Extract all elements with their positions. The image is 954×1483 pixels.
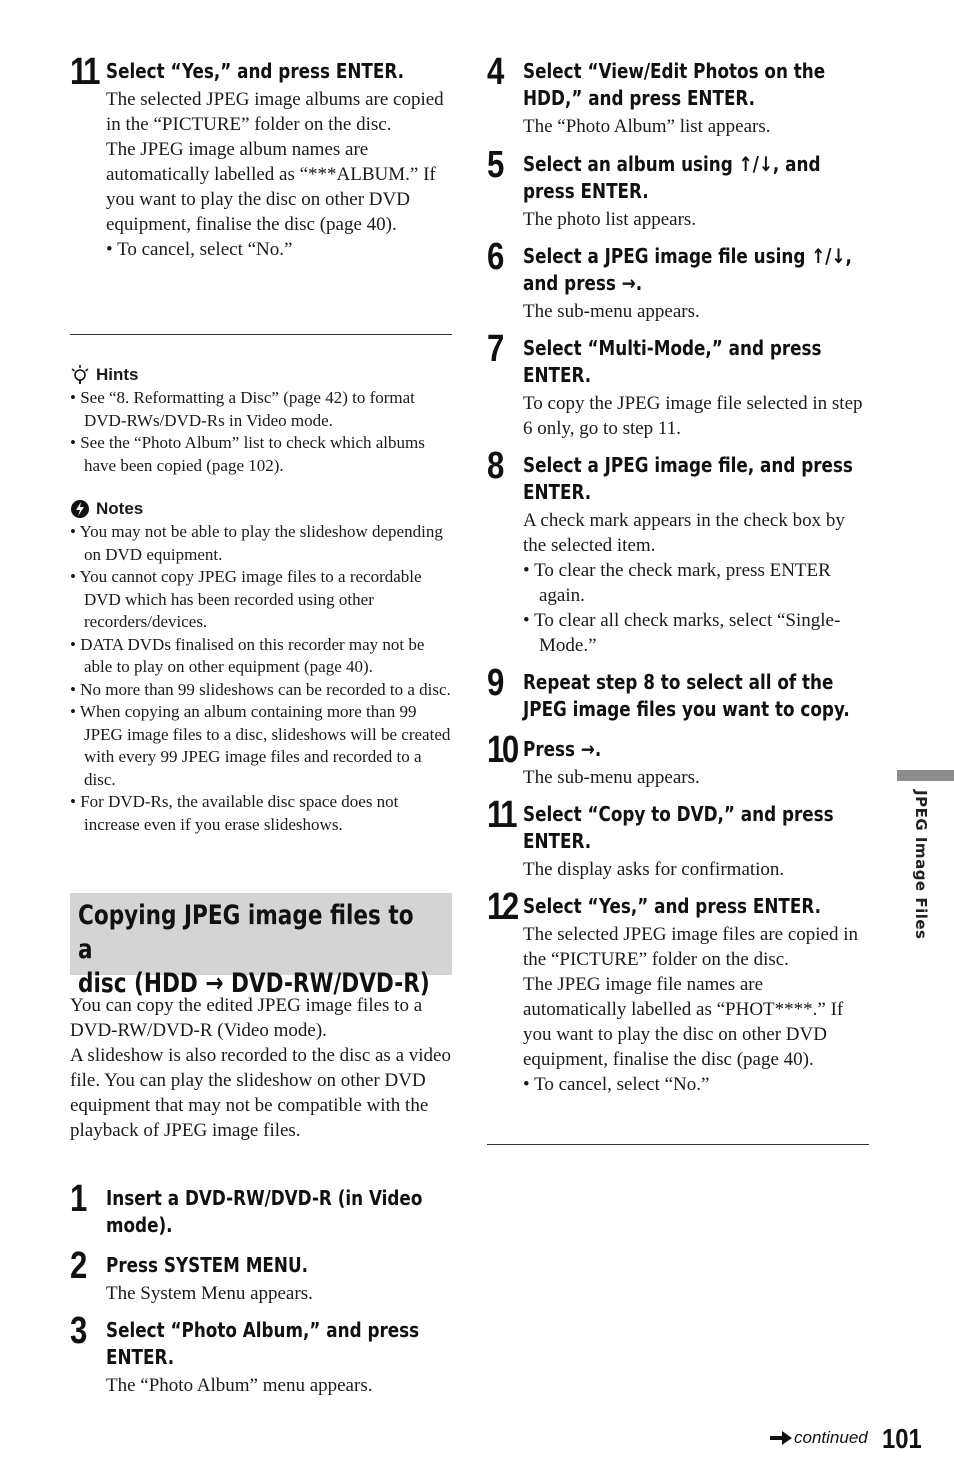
right-arrow-icon: → [205, 968, 224, 999]
bullet-text: To clear the check mark, press ENTER again. [534, 560, 831, 606]
step-number: 3 [70, 1310, 85, 1352]
step-5 [487, 144, 869, 232]
right-arrow-icon [770, 1431, 792, 1445]
step-title: Select “Yes,” and press ENTER. [523, 894, 821, 918]
title-text: Select a JPEG image file using [523, 244, 812, 268]
step-title: Press SYSTEM MENU. [106, 1253, 308, 1277]
step-12 [487, 886, 869, 1097]
step-title: Select “Copy to DVD,” and press ENTER. [523, 802, 834, 853]
step-text: The JPEG image album names are automatically labelled as “***ALBUM.” If you want to play the disc on other DVD equipment, finalise the disc (page 40). [106, 139, 436, 235]
step-title [523, 243, 867, 297]
step-6 [487, 236, 869, 324]
up-down-arrow-icon: ↑/↓ [738, 152, 773, 176]
step-text: A check mark appears in the check box by the selected item. [523, 510, 845, 556]
step-number: 11 [487, 794, 516, 836]
step-number: 8 [487, 445, 502, 487]
hints-label: Hints [96, 365, 139, 384]
title-text: Press [523, 737, 581, 761]
list-item: • When copying an album containing more than 99 JPEG image files to a disc, slideshows will be created with every 99 JPEG image files and recorded to a disc. [70, 702, 451, 789]
bullet-text: To cancel, select “No.” [117, 239, 293, 260]
step-2 [70, 1245, 452, 1306]
step-body: The sub-menu appears. [523, 301, 700, 322]
step-number: 11 [70, 51, 99, 93]
step-body: The sub-menu appears. [523, 767, 700, 788]
step-10 [487, 729, 869, 790]
step-number: 10 [487, 729, 517, 771]
chapter-label: JPEG Image Files [912, 790, 930, 940]
title-text: , and press ENTER. [523, 152, 821, 203]
list-item: • DATA DVDs finalised on this recorder may not be able to play on other equipment (page 40). [70, 634, 425, 676]
intro-paragraph: A slideshow is also recorded to the disc as a video file. You can play the slideshow on other DVD equipment that may not be compatible with the playback of JPEG image files. [70, 1045, 451, 1141]
step-bullet: • To cancel, select “No.” [523, 1074, 710, 1095]
step-body: The System Menu appears. [106, 1283, 313, 1304]
section-title-line-2b: DVD-RW/DVD-R) [223, 968, 430, 999]
section-title-line-1: Copying JPEG image files to a [78, 900, 414, 965]
step-bullet: • To clear all check marks, select “Single-Mode.” [523, 610, 841, 656]
step-title: Select a JPEG image file, and press ENTER. [523, 453, 853, 504]
step-title [523, 151, 867, 205]
step-8 [487, 445, 869, 658]
lightbulb-icon [70, 364, 90, 386]
step-4 [487, 51, 869, 139]
continued-text: continued [794, 1428, 868, 1447]
step-title: Select “Photo Album,” and press ENTER. [106, 1318, 420, 1369]
step-text: The JPEG image file names are automatically labelled as “PHOT****.” If you want to play the disc on other DVD equipment, finalise the disc (page 40). [523, 974, 844, 1070]
step-number: 4 [487, 51, 502, 93]
step-body: The “Photo Album” list appears. [523, 116, 771, 137]
title-text: . [635, 271, 643, 295]
step-9 [487, 662, 869, 723]
bullet-text: To clear all check marks, select “Single-Mode.” [534, 610, 841, 656]
page-number: 101 [882, 1423, 922, 1454]
list-item: • See “8. Reformatting a Disc” (page 42) to format DVD-RWs/DVD-Rs in Video mode. [70, 388, 415, 430]
notes-label: Notes [96, 499, 144, 518]
step-number: 12 [487, 886, 517, 928]
section-intro [70, 993, 452, 1143]
step-title: Select “Multi-Mode,” and press ENTER. [523, 336, 822, 387]
note-text: No more than 99 slideshows can be recorded to a disc. [80, 679, 451, 699]
step-body: The display asks for confirmation. [523, 859, 785, 880]
list-item: • You may not be able to play the slideshow depending on DVD equipment. [70, 522, 443, 564]
list-item: • You cannot copy JPEG image files to a recordable DVD which has been recorded using other recorders/devices. [70, 567, 422, 631]
step-body [523, 508, 869, 658]
chapter-tab [897, 770, 954, 781]
title-text: . [594, 737, 602, 761]
hints-list [70, 387, 452, 477]
step-number: 1 [70, 1178, 85, 1220]
step-body [106, 87, 452, 262]
step-title: Insert a DVD-RW/DVD-R (in Video mode). [106, 1186, 423, 1237]
right-arrow-icon: → [580, 737, 595, 761]
step-bullet: • To cancel, select “No.” [106, 239, 293, 260]
step-title: Select “View/Edit Photos on the HDD,” and press ENTER. [523, 59, 826, 110]
step-title: Select “Yes,” and press ENTER. [106, 59, 404, 83]
step-1 [70, 1178, 452, 1239]
note-text: DATA DVDs finalised on this recorder may not be able to play on other equipment (page 40). [80, 634, 425, 676]
step-body: The photo list appears. [523, 209, 697, 230]
list-item: • See the “Photo Album” list to check which albums have been copied (page 102). [70, 433, 425, 475]
hint-text: See the “Photo Album” list to check which albums have been copied (page 102). [80, 433, 425, 475]
notes-icon [70, 499, 90, 519]
step-3 [70, 1310, 452, 1398]
step-body: To copy the JPEG image file selected in step 6 only, go to step 11. [523, 393, 863, 439]
up-down-arrow-icon: ↑/↓ [811, 244, 846, 268]
section-title [78, 899, 430, 1001]
hint-text: See “8. Reformatting a Disc” (page 42) to format DVD-RWs/DVD-Rs in Video mode. [80, 388, 415, 430]
step-body: The “Photo Album” menu appears. [106, 1375, 373, 1396]
step-number: 9 [487, 662, 502, 704]
step-11-yes [70, 51, 452, 262]
step-number: 2 [70, 1245, 85, 1287]
list-item: • For DVD-Rs, the available disc space does not increase even if you erase slideshows. [70, 792, 399, 834]
notes-list [70, 521, 452, 836]
divider [487, 1144, 869, 1145]
step-title [523, 736, 867, 763]
step-number: 7 [487, 328, 502, 370]
step-11-copy [487, 794, 869, 882]
step-title: Repeat step 8 to select all of the JPEG image files you want to copy. [523, 670, 850, 721]
hints-heading [70, 364, 139, 386]
divider [70, 334, 452, 335]
note-text: When copying an album containing more than 99 JPEG image files to a disc, slideshows will be created with every 99 JPEG image files and recorded to a disc. [79, 702, 451, 789]
step-number: 6 [487, 236, 502, 278]
step-bullet: • To clear the check mark, press ENTER again. [523, 560, 831, 606]
section-heading-box [70, 893, 452, 999]
step-body [523, 922, 869, 1097]
note-text: You may not be able to play the slideshow depending on DVD equipment. [79, 522, 443, 564]
step-number: 5 [487, 144, 502, 186]
step-text: The selected JPEG image albums are copied in the “PICTURE” folder on the disc. [106, 89, 444, 135]
step-text: The selected JPEG image files are copied in the “PICTURE” folder on the disc. [523, 924, 859, 970]
note-text: For DVD-Rs, the available disc space does not increase even if you erase slideshows. [80, 792, 399, 834]
title-text: Select an album using [523, 152, 739, 176]
intro-paragraph: You can copy the edited JPEG image files to a DVD-RW/DVD-R (Video mode). [70, 995, 423, 1041]
continued-indicator [770, 1428, 868, 1448]
list-item: • No more than 99 slideshows can be recorded to a disc. [70, 679, 451, 699]
bullet-text: To cancel, select “No.” [534, 1074, 710, 1095]
notes-heading [70, 499, 143, 519]
step-7 [487, 328, 869, 441]
section-title-line-2a: disc (HDD [78, 968, 206, 999]
note-text: You cannot copy JPEG image files to a recordable DVD which has been recorded using other recorders/devices. [79, 567, 422, 631]
title-text: , and press [523, 244, 852, 295]
right-arrow-icon: → [621, 271, 636, 295]
